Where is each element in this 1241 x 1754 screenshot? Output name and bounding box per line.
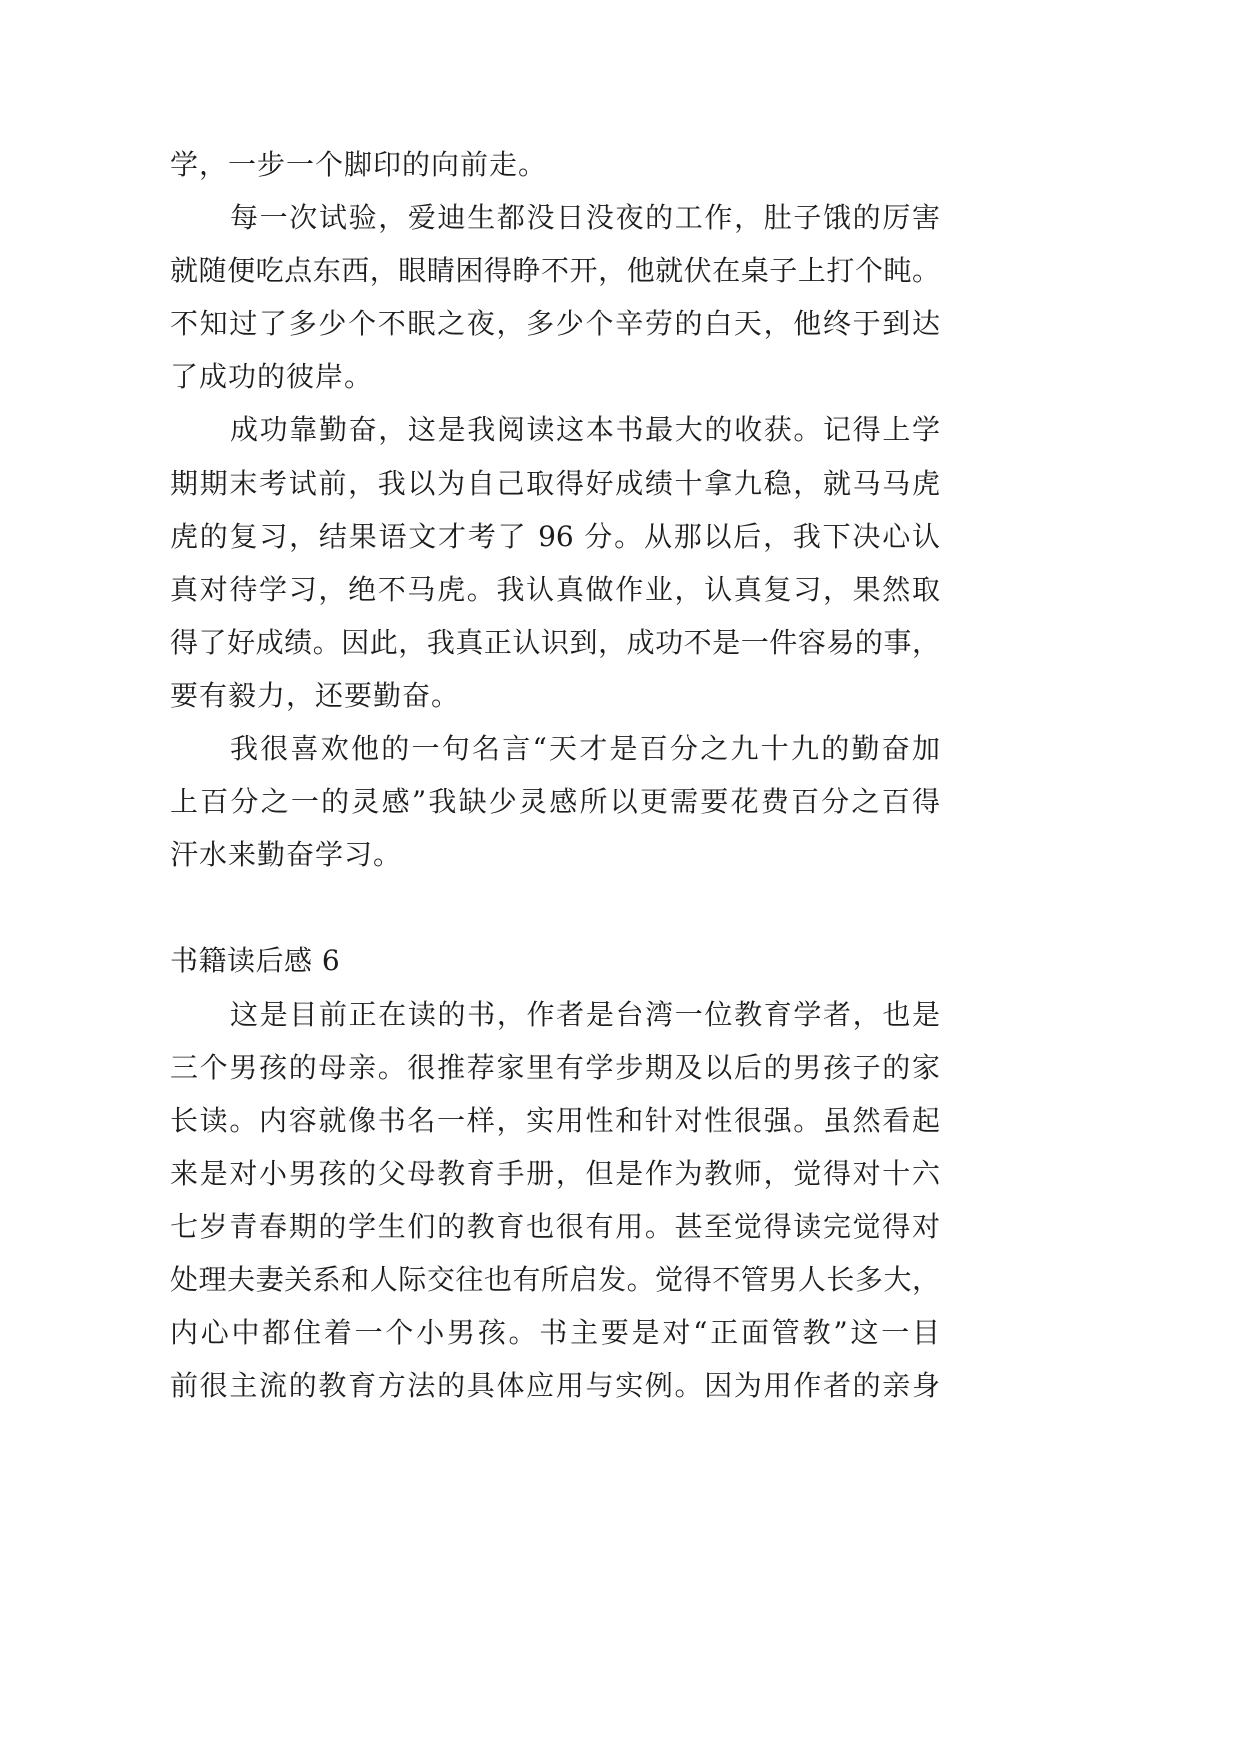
text-line: 来是对小男孩的父母教育手册，但是作为教师，觉得对十六 bbox=[170, 1156, 940, 1190]
text-line: 这是目前正在读的书，作者是台湾一位教育学者，也是 bbox=[230, 997, 940, 1031]
paragraph bbox=[170, 138, 940, 191]
text-line: 上百分之一的灵感”我缺少灵感所以更需要花费百分之百得 bbox=[170, 785, 940, 819]
blank-line bbox=[170, 881, 940, 934]
text-line: 不知过了多少个不眠之夜，多少个辛劳的白天，他终于到达 bbox=[170, 307, 940, 341]
text-line: 汗水来勤奋学习。 bbox=[170, 838, 403, 872]
paragraph bbox=[170, 403, 940, 722]
text-line: 成功靠勤奋，这是我阅读这本书最大的收获。记得上学 bbox=[230, 413, 940, 447]
text-line: 学，一步一个脚印的向前走。 bbox=[170, 148, 548, 181]
text-line: 前很主流的教育方法的具体应用与实例。因为用作者的亲身 bbox=[170, 1369, 940, 1403]
text-line: 虎的复习，结果语文才考了 96 分。从那以后，我下决心认 bbox=[170, 519, 940, 553]
text-line: 处理夫妻关系和人际交往也有所启发。觉得不管男人长多大， bbox=[170, 1262, 940, 1296]
text-line: 七岁青春期的学生们的教育也很有用。甚至觉得读完觉得对 bbox=[170, 1209, 940, 1243]
text-line: 要有毅力，还要勤奋。 bbox=[170, 678, 461, 712]
document-body bbox=[170, 138, 940, 1412]
text-line: 内心中都住着一个小男孩。书主要是对“正面管教”这一目 bbox=[170, 1316, 940, 1350]
text-line: 真对待学习，绝不马虎。我认真做作业，认真复习，果然取 bbox=[170, 572, 940, 606]
text-line: 三个男孩的母亲。很推荐家里有学步期及以后的男孩子的家 bbox=[170, 1050, 940, 1084]
section-heading: 书籍读后感 6 bbox=[170, 944, 341, 978]
text-line: 就随便吃点东西，眼睛困得睁不开，他就伏在桌子上打个盹。 bbox=[170, 254, 940, 288]
text-line: 得了好成绩。因此，我真正认识到，成功不是一件容易的事， bbox=[170, 625, 940, 659]
text-line: 期期末考试前，我以为自己取得好成绩十拿九稳，就马马虎 bbox=[170, 466, 940, 500]
text-line: 长读。内容就像书名一样，实用性和针对性很强。虽然看起 bbox=[170, 1103, 940, 1137]
paragraph bbox=[170, 722, 940, 881]
text-line: 我很喜欢他的一句名言“天才是百分之九十九的勤奋加 bbox=[230, 732, 940, 766]
paragraph bbox=[170, 988, 940, 1413]
paragraph bbox=[170, 191, 940, 403]
section bbox=[170, 934, 940, 1412]
text-line: 了成功的彼岸。 bbox=[170, 360, 374, 394]
text-line: 每一次试验，爱迪生都没日没夜的工作，肚子饿的厉害 bbox=[230, 201, 940, 235]
